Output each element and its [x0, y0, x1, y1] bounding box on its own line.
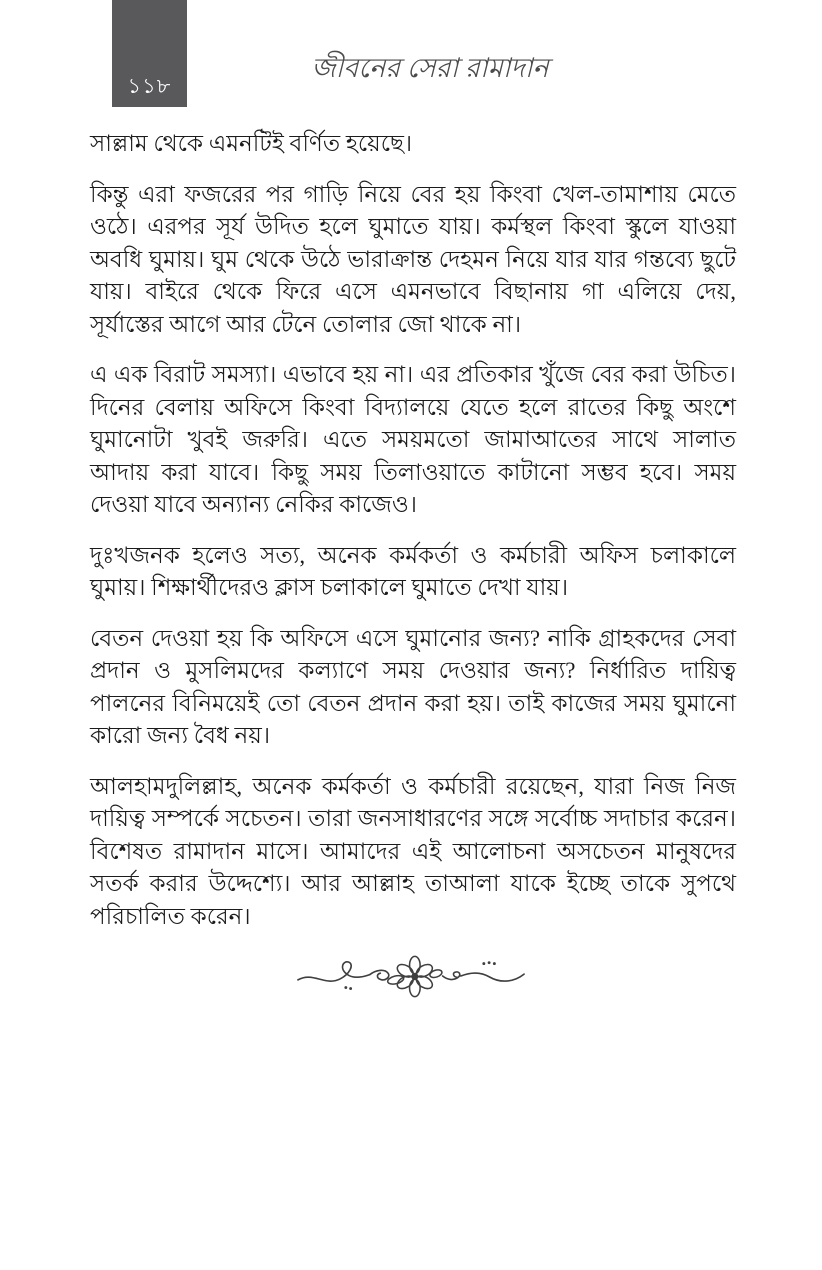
paragraph: দুঃখজনক হলেও সত্য, অনেক কর্মকর্তা ও কর্মচারী অফিস চলাকালে ঘুমায়। শিক্ষার্থীদেরও ক্লাস চলাকালে ঘুমাতে দেখা যায়। [90, 542, 736, 600]
page-number: ১১৮ [127, 74, 172, 98]
running-header-title: জীবনের সেরা রামাদান [311, 53, 549, 83]
floral-flourish-icon [296, 948, 526, 1006]
paragraph: বেতন দেওয়া হয় কি অফিসে এসে ঘুমানোর জন্য? নাকি গ্রাহকদের সেবা প্রদান ও মুসলিমদের কল্যাণে সময় দেওয়ার জন্য? নির্ধারিত দায়িত্ব পালনের বিনিময়েই তো বেতন প্রদান করা হয়। তাই কাজের সময় ঘুমানো কারো জন্য বৈধ নয়। [90, 625, 736, 748]
paragraph: কিন্তু এরা ফজরের পর গাড়ি নিয়ে বের হয় কিংবা খেল-তামাশায় মেতে ওঠে। এরপর সূর্য উদিত হলে ঘুমাতে যায়। কর্মস্থল কিংবা স্কুলে যাওয়া অবধি ঘুমায়। ঘুম থেকে উঠে ভারাক্রান্ত দেহমন নিয়ে যার যার গন্তব্যে ছুটে যায়। বাইরে থেকে ফিরে এসে এমনভাবে বিছানায় গা এলিয়ে দেয়, সূর্যাস্তের আগে আর টেনে তোলার জো থাকে না। [90, 181, 736, 337]
paragraph: আলহামদুলিল্লাহ, অনেক কর্মকর্তা ও কর্মচারী রয়েছেন, যারা নিজ নিজ দায়িত্ব সম্পর্কে সচেতন। তারা জনসাধারণের সঙ্গে সর্বোচ্চ সদাচার করেন। বিশেষত রামাদান মাসে। আমাদের এই আলোচনা অসচেতন মানুষদের সতর্ক করার উদ্দেশ্যে। আর আল্লাহ তাআলা যাকে ইচ্ছে তাকে সুপথে পরিচালিত করেন। [90, 773, 736, 929]
body-text-block [90, 128, 736, 951]
flourish-divider [0, 948, 822, 1006]
paragraph: সাল্লাম থেকে এমনটিই বর্ণিত হয়েছে। [90, 131, 413, 156]
paragraph: এ এক বিরাট সমস্যা। এভাবে হয় না। এর প্রতিকার খুঁজে বের করা উচিত। দিনের বেলায় অফিসে কিংবা বিদ্যালয়ে যেতে হলে রাতের কিছু অংশে ঘুমানোটা খুবই জরুরি। এতে সময়মতো জামাআতের সাথে সালাত আদায় করা যাবে। কিছু সময় তিলাওয়াতে কাটানো সম্ভব হবে। সময় দেওয়া যাবে অন্যান্য নেকির কাজেও। [90, 362, 736, 517]
page-number-box [112, 0, 187, 107]
